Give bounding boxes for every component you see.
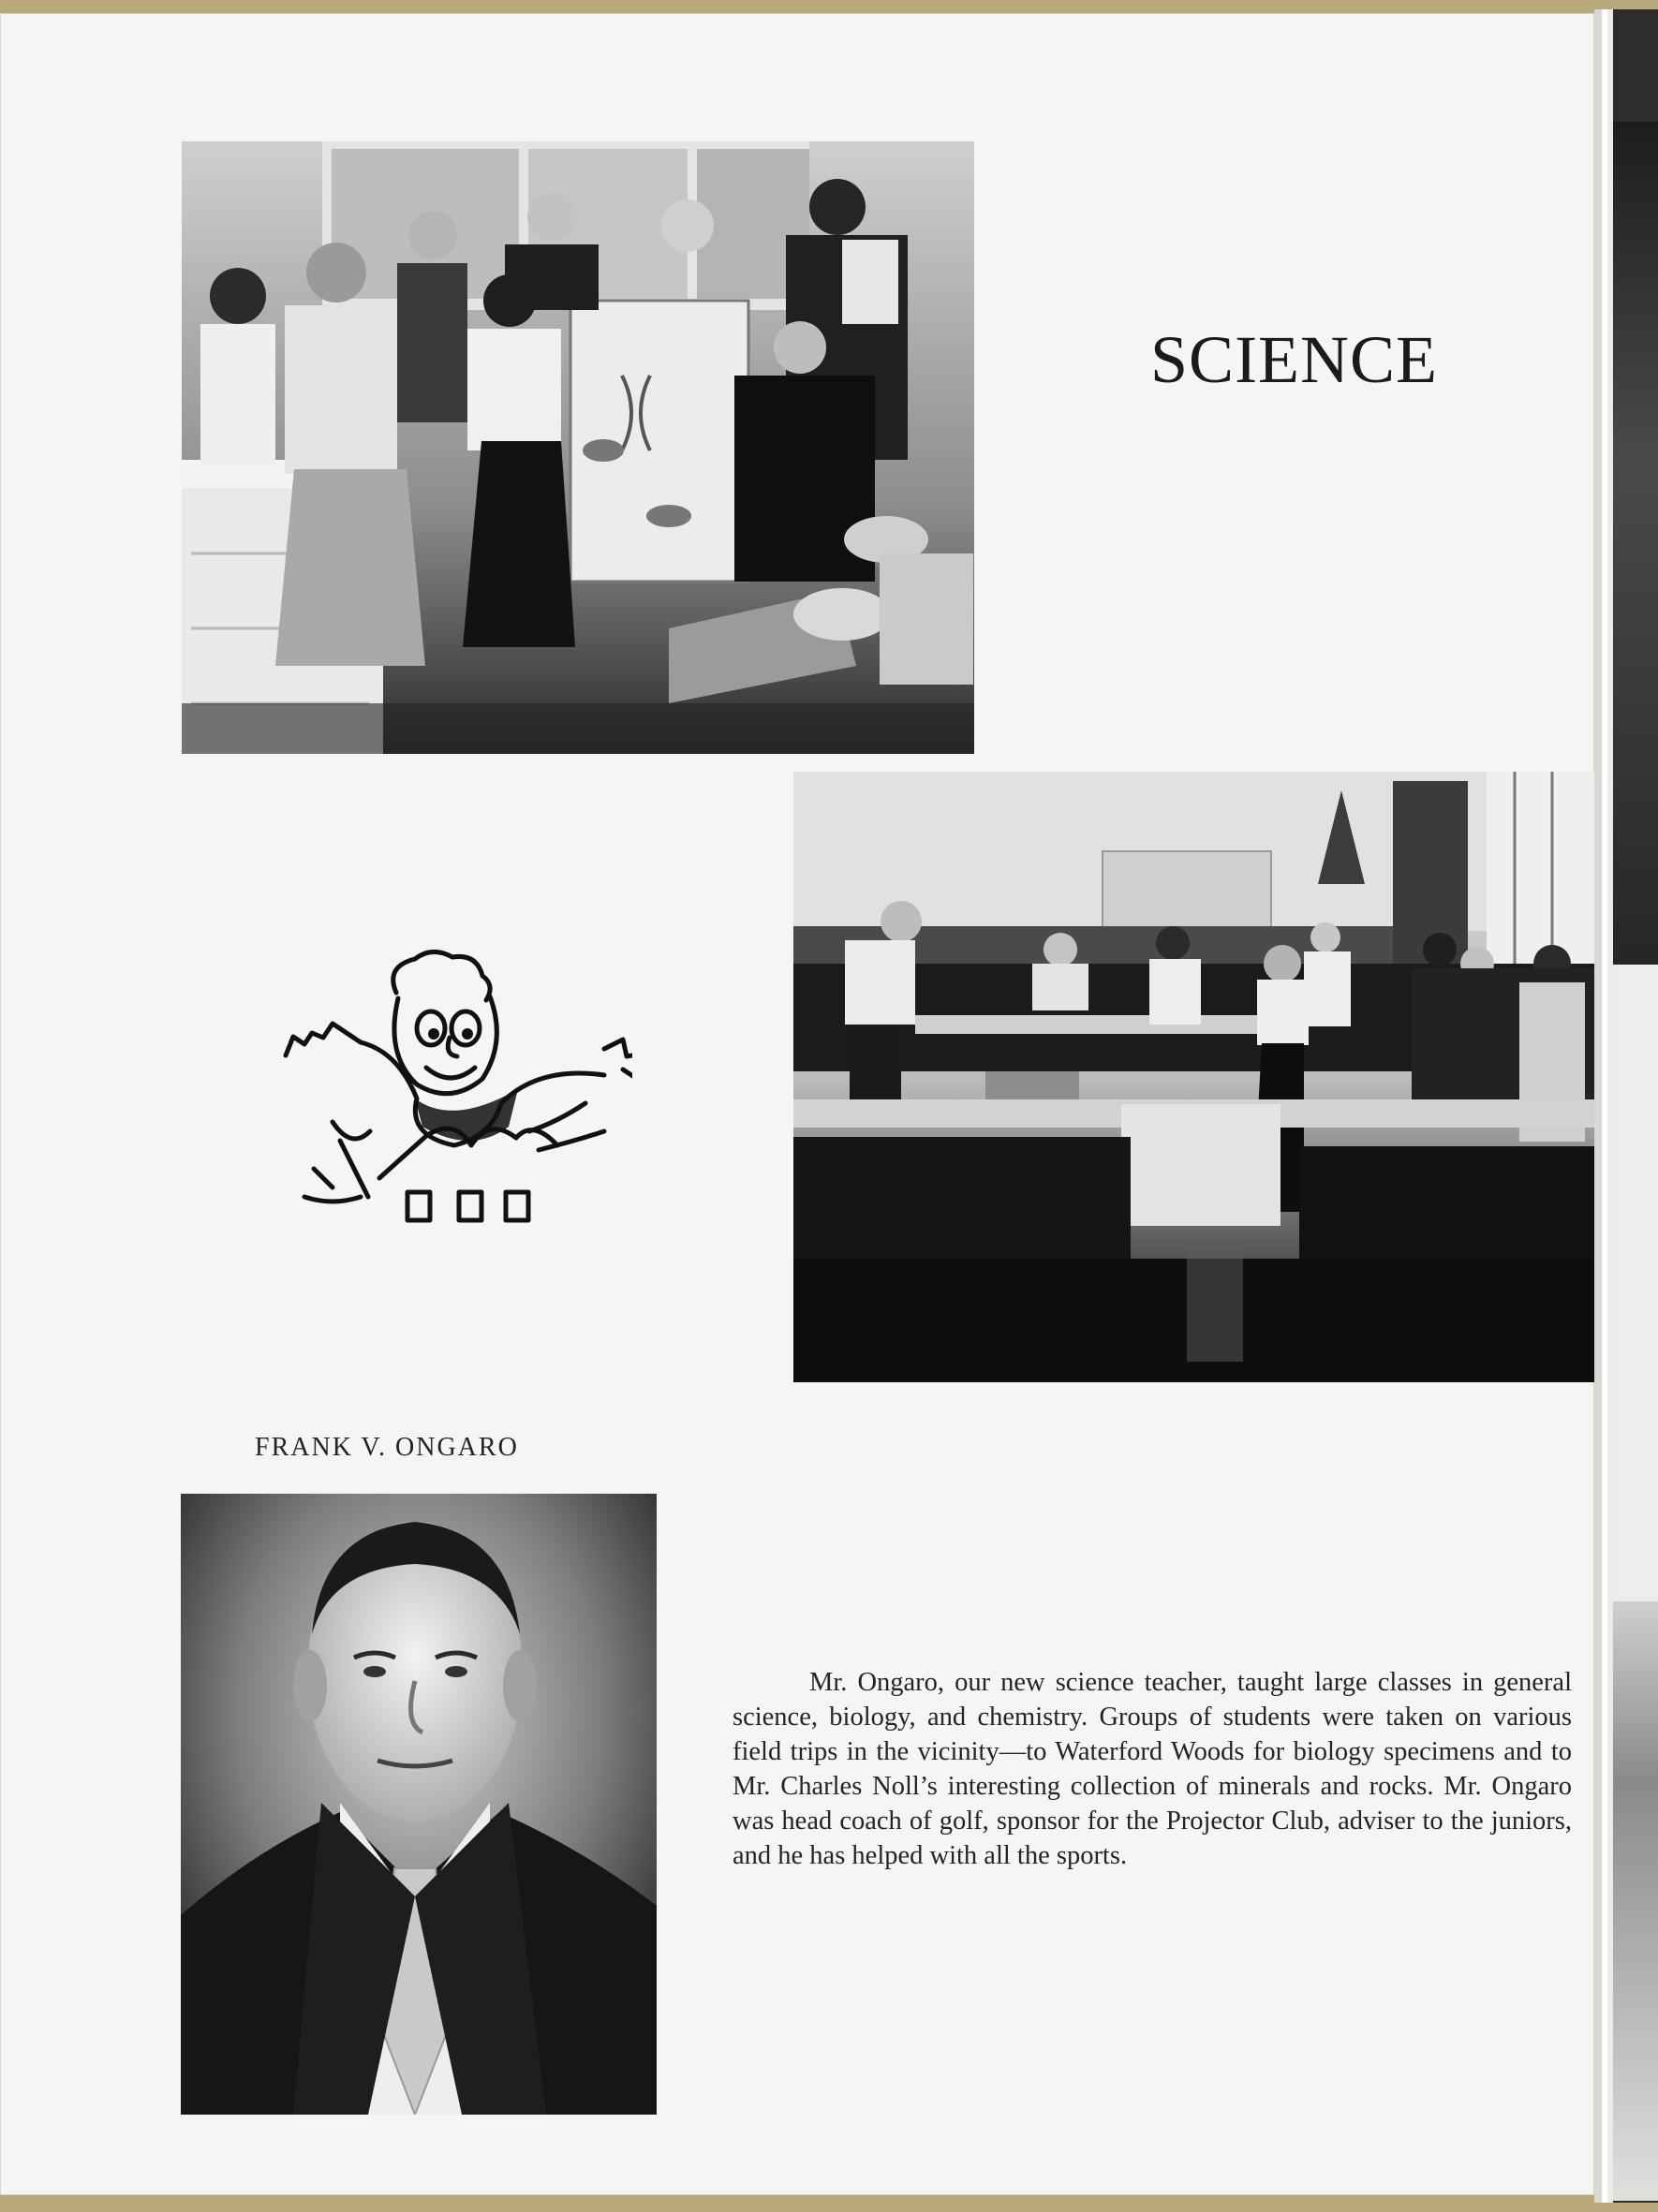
page-heading: SCIENCE — [1150, 322, 1439, 397]
teacher-portrait-photo — [181, 1494, 657, 2115]
biology-class-photo — [182, 141, 974, 754]
facing-photo-strip-bottom — [1613, 1601, 1658, 2201]
facing-photo-strip-top — [1613, 122, 1658, 965]
facing-page-edge — [1594, 9, 1658, 2203]
teacher-name-caption: FRANK V. ONGARO — [255, 1433, 519, 1462]
cartoon-student-illustration — [258, 944, 632, 1234]
facing-page-blank — [1613, 965, 1658, 1601]
chemistry-lab-photo — [793, 772, 1594, 1382]
teacher-description: Mr. Ongaro, our new science teacher, taught large classes in general science, biology, and chemistry. Groups of students were taken on various field trips in the vicinity—to Waterford Woods for biology specimens and to Mr. Charles Noll’s interesting collection of minerals and rocks. Mr. Ongaro was head coach of golf, sponsor for the Projector Club, adviser to the juniors, and he has helped with all the sports. — [733, 1668, 1572, 1870]
